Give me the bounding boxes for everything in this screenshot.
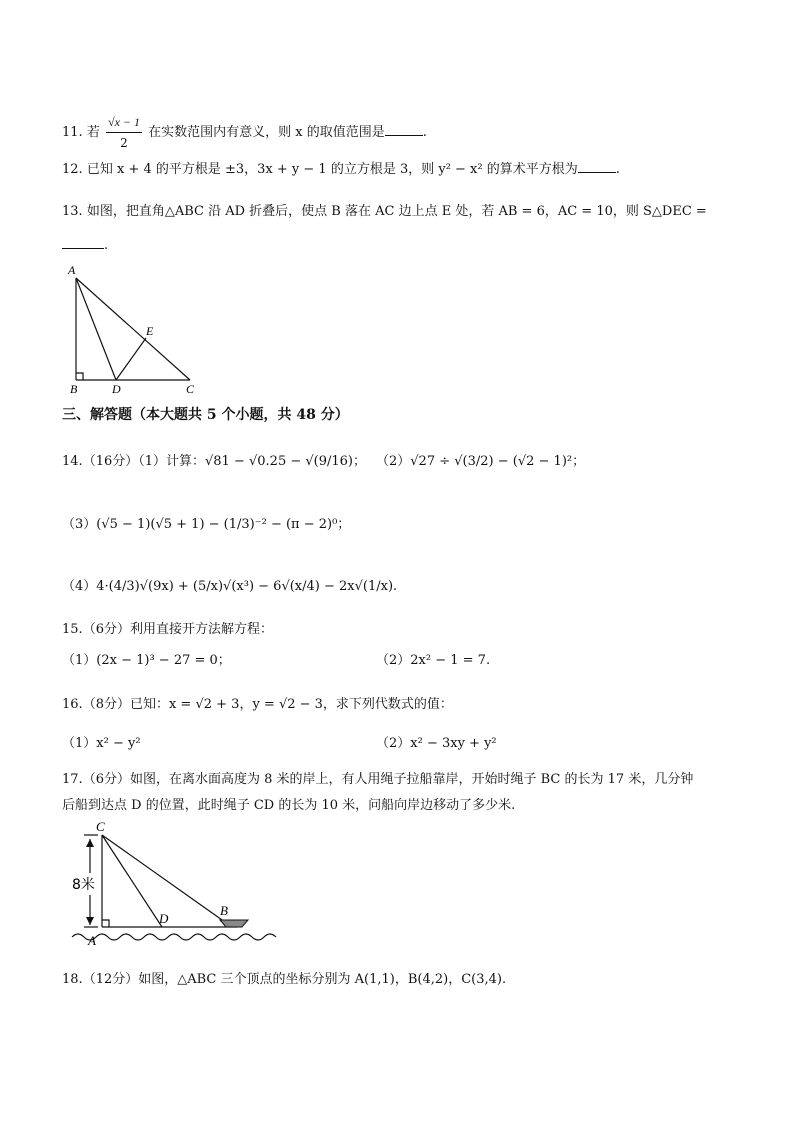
question-number: 15. [62, 622, 83, 637]
question-18-body: 如图，△ABC 三个顶点的坐标分别为 A(1,1)，B(4,2)，C(3,4). [138, 972, 507, 987]
question-number: 16. [62, 697, 83, 712]
answer-blank[interactable] [578, 160, 616, 173]
fraction-numerator: √x − 1 [106, 112, 142, 133]
score: （6分） [82, 622, 130, 637]
question-16 [62, 695, 453, 715]
question-13 [62, 202, 707, 222]
fraction [106, 112, 142, 153]
label-c: C [96, 819, 105, 834]
question-11 [62, 112, 427, 153]
label-a: A [68, 263, 76, 277]
section-heading: 三、解答题（本大题共 5 个小题，共 48 分） [62, 407, 349, 423]
question-17-line-1: 如图，在离水面高度为 8 米的岸上，有人用绳子拉船靠岸，开始时绳子 BC 的长为 17 米，几分钟 [129, 772, 694, 787]
score: （12分） [82, 972, 139, 987]
question-number: 13. [62, 204, 83, 219]
period: . [422, 125, 427, 140]
question-15 [62, 620, 273, 640]
height-label: 8米 [72, 877, 95, 893]
question-number: 14. [62, 454, 83, 469]
label-c: C [186, 382, 195, 395]
boat-icon [220, 920, 248, 927]
question-17-line-2: 后船到达点 D 的位置，此时绳子 CD 的长为 10 米，问船向岸边移动了多少米. [62, 798, 516, 813]
question-14-part-3: （3）(√5 − 1)(√5 + 1) − (1/3)⁻² − (π − 2)⁰； [62, 517, 351, 532]
question-number: 11. [62, 125, 83, 140]
period: . [104, 238, 109, 253]
question-12 [62, 160, 620, 180]
question-16-part-1: （1）x² − y² [62, 736, 141, 751]
question-11-prefix: 若 [86, 125, 100, 140]
label-b: B [220, 903, 228, 918]
answer-blank[interactable] [385, 123, 423, 136]
label-e: E [146, 324, 154, 338]
label-b: B [70, 382, 78, 395]
label-a: A [88, 933, 96, 948]
question-13-body: 如图，把直角△ABC 沿 AD 折叠后，使点 B 落在 AC 边上点 E 处，若 AB = 6，AC = 10，则 S△DEC = [86, 204, 707, 219]
score: （8分） [82, 697, 130, 712]
period: . [615, 162, 620, 177]
score: （6分） [82, 772, 130, 787]
label-d: D [112, 382, 121, 395]
question-15-body: 利用直接开方法解方程： [129, 622, 273, 637]
question-number: 18. [62, 972, 83, 987]
question-15-part-1: （1）(2x − 1)³ − 27 = 0； [62, 653, 231, 668]
part-1: （1）计算：√81 − √0.25 − √(9/16)； [138, 454, 366, 469]
question-15-part-2: （2）2x² − 1 = 7. [376, 653, 491, 668]
fraction-denominator: 2 [120, 136, 128, 150]
question-14-line-1 [62, 452, 366, 472]
boat-figure [62, 815, 277, 955]
score: （16分） [82, 454, 139, 469]
question-12-body: 已知 x + 4 的平方根是 ±3，3x + y − 1 的立方根是 3，则 y² − x² 的算术平方根为 [86, 162, 578, 177]
question-11-body: 在实数范围内有意义，则 x 的取值范围是 [148, 125, 385, 140]
question-number: 17. [62, 772, 83, 787]
question-14-part-2: （2）√27 ÷ √(3/2) − (√2 − 1)²； [376, 454, 586, 469]
arrow-down-icon [86, 917, 94, 925]
arrow-up-icon [86, 839, 94, 847]
question-16-body: 已知：x = √2 + 3，y = √2 − 3，求下列代数式的值： [129, 697, 453, 712]
answer-blank[interactable] [62, 236, 104, 249]
question-14-part-4: （4）4·(4/3)√(9x) + (5/x)√(x³) − 6√(x/4) − 2x√(1/x). [62, 579, 398, 594]
triangle-figure [62, 260, 212, 395]
question-17 [62, 770, 693, 790]
label-d: D [159, 911, 169, 926]
question-number: 12. [62, 162, 83, 177]
question-18 [62, 970, 506, 990]
question-16-part-2: （2）x² − 3xy + y² [376, 736, 497, 751]
question-13-answer-line [62, 236, 108, 256]
